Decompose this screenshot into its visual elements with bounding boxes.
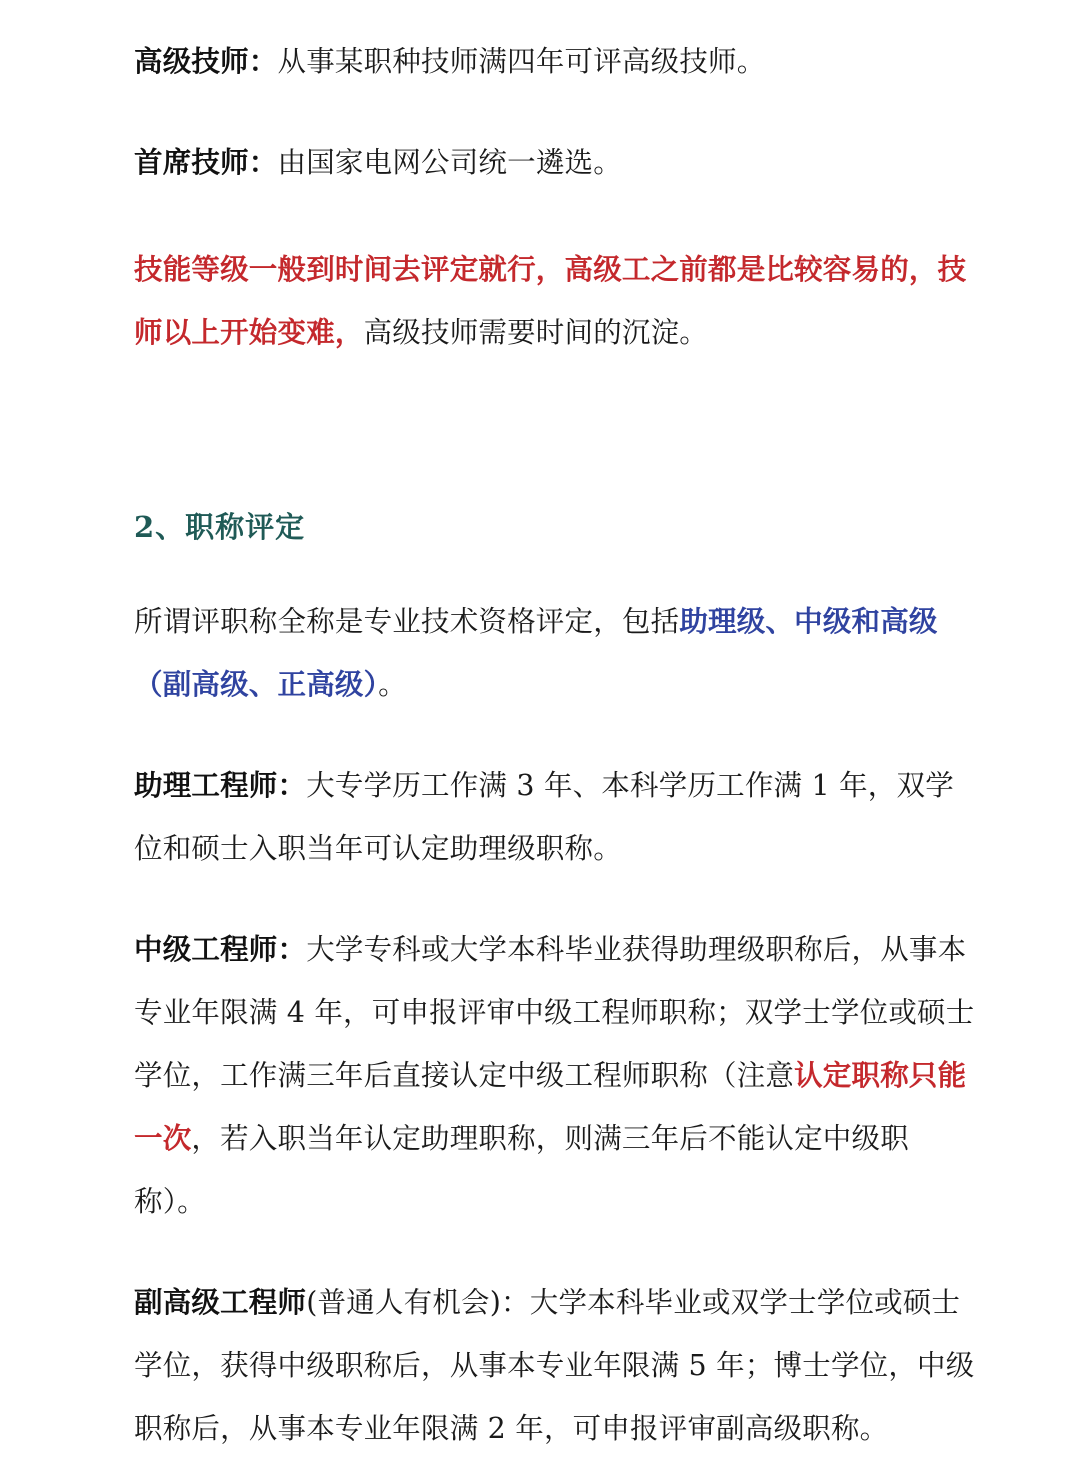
paragraph-intermediate-engineer xyxy=(134,918,980,1233)
chief-technician-body: 由国家电网公司统一遴选。 xyxy=(277,146,622,179)
assistant-engineer-body: 大专学历工作满 3 年、本科学历工作满 1 年，双学位和硕士入职当年可认定助理级职称。 xyxy=(134,769,954,865)
spacer-before-section-heading xyxy=(134,364,980,504)
deputy-senior-engineer-body: 大学本科毕业或双学士学位或硕士学位，获得中级职称后，从事本专业年限满 5 年；博士学位，中级职称后，从事本专业年限满 2 年，可申报评审副高级职称。 xyxy=(134,1286,975,1445)
skill-note-black-text: 高级技师需要时间的沉淀。 xyxy=(363,316,709,349)
title-intro-blue-levels: 助理级、中级和高级（副高级、正高级） xyxy=(134,604,938,701)
assistant-engineer-lead: 助理工程师： xyxy=(134,768,307,802)
paragraph-deputy-senior-engineer xyxy=(134,1271,980,1460)
chief-technician-lead: 首席技师： xyxy=(134,145,278,179)
deputy-senior-engineer-lead: 副高级工程师 xyxy=(134,1285,307,1319)
paragraph-chief-technician xyxy=(134,131,980,194)
top-spacer xyxy=(134,0,980,30)
paragraph-senior-technician xyxy=(134,30,980,93)
title-intro-tail: 。 xyxy=(378,668,407,701)
paragraph-assistant-engineer xyxy=(134,754,980,880)
skill-note-red-text: 技能等级一般到时间去评定就行，高级工之前都是比较容易的，技师以上开始变难， xyxy=(134,252,967,349)
deputy-senior-engineer-lead-colon: ： xyxy=(501,1286,530,1319)
senior-technician-body: 从事某职种技师满四年可评高级技师。 xyxy=(277,45,766,78)
intermediate-engineer-body-part2: ，若入职当年认定助理职称，则满三年后不能认定中级职称）。 xyxy=(134,1122,909,1218)
deputy-senior-engineer-lead-parenthetical: (普通人有机会) xyxy=(306,1286,502,1319)
spacer-after-intermediate-engineer xyxy=(134,1233,980,1271)
senior-technician-lead: 高级技师： xyxy=(134,44,278,78)
spacer-after-title-intro xyxy=(134,716,980,754)
spacer-after-section-heading xyxy=(134,550,980,590)
spacer-after-assistant-engineer xyxy=(134,880,980,918)
intermediate-engineer-red-emphasis: 认定职称只能一次 xyxy=(134,1058,967,1155)
section-heading-title-evaluation: 2、职称评定 xyxy=(134,510,306,544)
intermediate-engineer-lead: 中级工程师： xyxy=(134,932,307,966)
intermediate-engineer-body-part1: 大学专科或大学本科毕业获得助理级职称后，从事本专业年限满 4 年，可申报评审中级工程师职称；双学士学位或硕士学位，工作满三年后直接认定中级工程师职称（注意 xyxy=(134,933,975,1092)
spacer-after-senior-technician xyxy=(134,93,980,131)
spacer-after-chief-technician xyxy=(134,194,980,238)
paragraph-title-intro xyxy=(134,590,980,716)
title-intro-lead: 所谓评职称全称是专业技术资格评定，包括 xyxy=(134,605,680,638)
paragraph-skill-level-note xyxy=(134,238,980,364)
